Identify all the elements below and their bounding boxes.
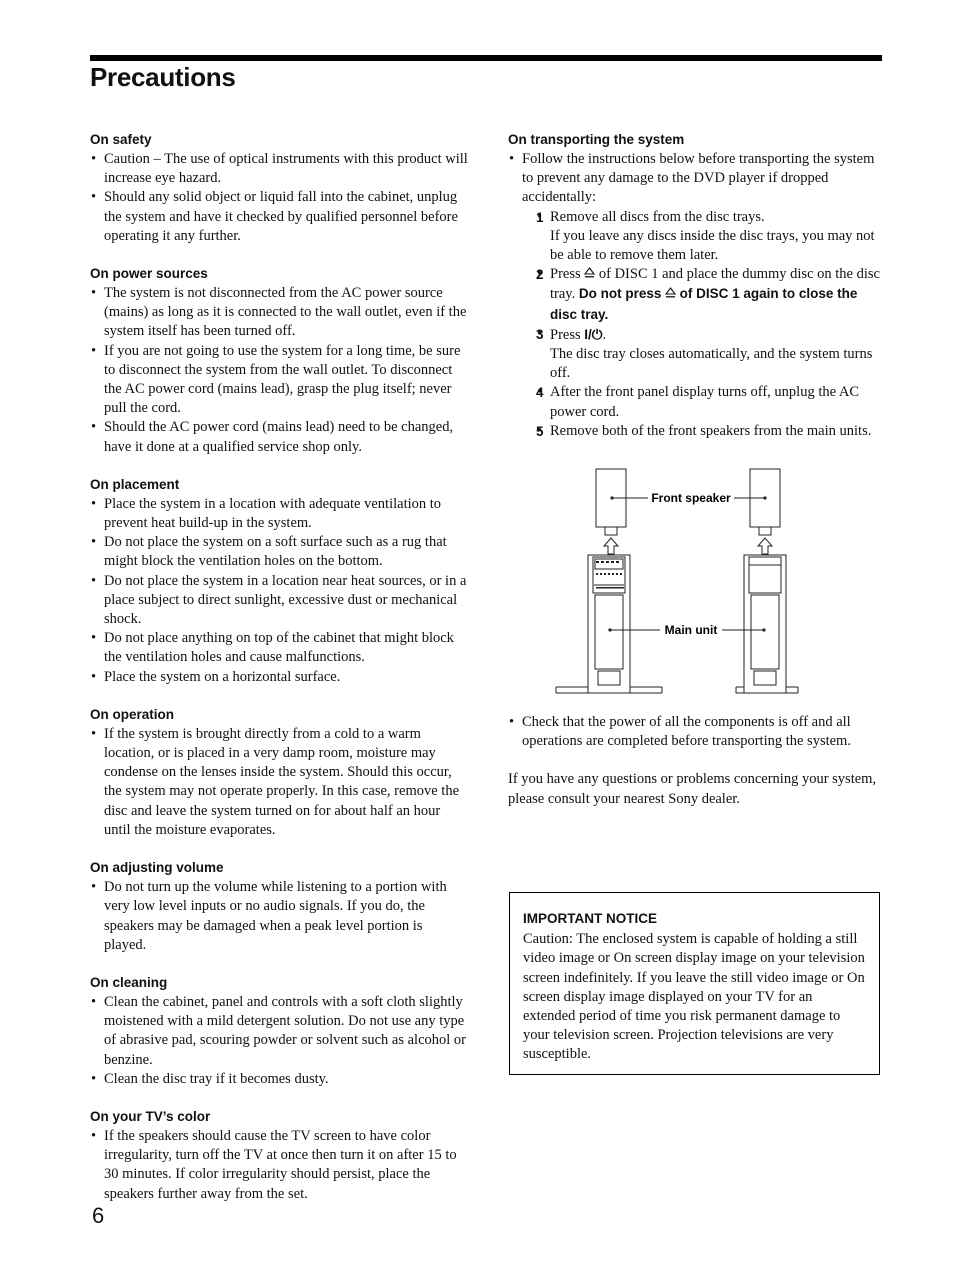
section-heading: On power sources — [90, 266, 208, 282]
steps-list — [522, 208, 884, 441]
list-item: • If you are not going to use the system for a long time, be sure to disconnect the system from the wall outlet. To disconnect the AC power cord (mains lead), grasp the plug itself; never pull the cord. — [90, 342, 468, 419]
list-item: • Should any solid object or liquid fall into the cabinet, unplug the system and have it checked by qualified personnel before operating it any further. — [90, 188, 468, 246]
list-item — [508, 150, 884, 441]
section-heading: On transporting the system — [508, 132, 685, 147]
section-on-operation — [90, 705, 468, 840]
list-item: • Should the AC power cord (mains lead) need to be changed, have it done at a qualified service shop only. — [90, 418, 468, 456]
step-number: • 4 — [536, 385, 544, 401]
step-subtext: If you leave any discs inside the disc trays, you may not be able to remove them later. — [550, 227, 875, 264]
step-number: • 5 — [536, 423, 544, 439]
list-item: • Do not place the system on a soft surface such as a rug that might block the ventilation holes on the bottom. — [90, 533, 468, 571]
step-text-end: . — [602, 326, 607, 343]
eject-icon — [665, 287, 676, 299]
page-title: Precautions — [90, 62, 236, 92]
section-heading: On cleaning — [90, 974, 168, 990]
section-heading: On adjusting volume — [90, 860, 224, 876]
section-heading: On your TV’s color — [90, 1108, 211, 1124]
section-on-cleaning — [90, 973, 468, 1089]
notice-text: Caution: The enclosed system is capable of holding a still video image or On screen display image on your television screen indefinitely. If you leave the still video image or On screen display image displayed on your TV for an extended period of time you risk permanent damage to your television screen. Projection televisions are very susceptible. — [523, 931, 865, 1063]
list-item: • Do not place the system in a location near heat sources, or in a place subject to direct sunlight, excessive dust or mechanical shock. — [90, 572, 468, 630]
step-text: Press — [550, 266, 581, 283]
notice-heading: IMPORTANT NOTICE — [523, 911, 657, 926]
section-on-transporting — [508, 130, 884, 809]
step-warning: of DISC 1 again to close the disc tray. — [550, 286, 858, 322]
step-3 — [536, 325, 884, 384]
step-text: of DISC 1 and place the dummy disc on the disc tray. — [550, 266, 880, 303]
step-2 — [536, 265, 884, 325]
section-on-safety — [90, 130, 468, 246]
section-heading: On safety — [90, 132, 152, 147]
list-item: • If the speakers should cause the TV screen to have color irregularity, turn off the TV at once then turn it on after 15 to 30 minutes. If color irregularity should persist, place the speakers further away from the set. — [90, 1127, 468, 1204]
step-text: Press — [550, 326, 581, 343]
list-item: • Do not turn up the volume while listening to a portion with very low level inputs or no audio signals. If you do, the speakers may be damaged when a peak level portion is played. — [90, 878, 468, 955]
front-speaker-label: Front speaker — [651, 491, 731, 506]
step-1 — [536, 208, 884, 266]
section-on-tv-color — [90, 1107, 468, 1204]
list-item: • Caution – The use of optical instruments with this product will increase eye hazard. — [90, 150, 468, 188]
list-item: • If the system is brought directly from a cold to a warm location, or is placed in a very damp room, moisture may condense on the lenses inside the system. Should this occur, the system may not operate properly. In this case, remove the disc and leave the system turned on for about half an hour until the moisture evaporates. — [90, 725, 468, 840]
list-item: • Place the system on a horizontal surface. — [90, 668, 468, 687]
section-heading: On operation — [90, 706, 174, 722]
section-on-adjusting-volume — [90, 858, 468, 955]
list-item: • Clean the disc tray if it becomes dusty. — [90, 1070, 468, 1089]
main-unit-label: Main unit — [664, 623, 718, 638]
step-4 — [536, 383, 884, 421]
list-item: • Clean the cabinet, panel and controls with a soft cloth slightly moistened with a mild detergent solution. Do not use any type of abrasive pad, scouring powder or solvent such as alcohol or benzine. — [90, 993, 468, 1070]
section-heading: On placement — [90, 476, 180, 492]
right-column — [508, 130, 884, 809]
title-rule — [90, 55, 882, 61]
important-notice-box — [509, 892, 880, 1075]
transport-intro: Follow the instructions below before transporting the system to prevent any damage to the DVD player if dropped accidentally: — [522, 151, 875, 206]
step-text: Remove all discs from the disc trays. — [550, 208, 765, 225]
step-number: • 1 — [536, 209, 544, 225]
closing-paragraph: If you have any questions or problems concerning your system, please consult your nearest Sony dealer. — [508, 771, 877, 807]
speaker-removal-figure — [508, 457, 884, 695]
left-column — [90, 130, 468, 1222]
section-on-placement — [90, 475, 468, 687]
step-text: After the front panel display turns off, unplug the AC power cord. — [550, 384, 860, 420]
step-number: • 2 — [536, 267, 544, 283]
page-number: 6 — [92, 1203, 105, 1228]
step-number: • 3 — [536, 326, 544, 342]
section-on-power-sources — [90, 264, 468, 457]
step-5 — [536, 422, 884, 441]
list-item: • Check that the power of all the components is off and all operations are completed before transporting the system. — [508, 713, 884, 751]
step-subtext: The disc tray closes automatically, and the system turns off. — [550, 346, 873, 382]
list-item: • The system is not disconnected from the AC power source (mains) as long as it is connected to the wall outlet, even if the system itself has been turned off. — [90, 284, 468, 342]
power-symbol: I/⏻ — [584, 326, 603, 342]
eject-icon — [584, 267, 595, 279]
step-warning: Do not press — [578, 286, 662, 302]
step-text: Remove both of the front speakers from the main units. — [550, 422, 872, 439]
list-item: • Do not place anything on top of the cabinet that might block the ventilation holes and cause malfunctions. — [90, 629, 468, 667]
list-item: • Place the system in a location with adequate ventilation to prevent heat build-up in the system. — [90, 495, 468, 533]
